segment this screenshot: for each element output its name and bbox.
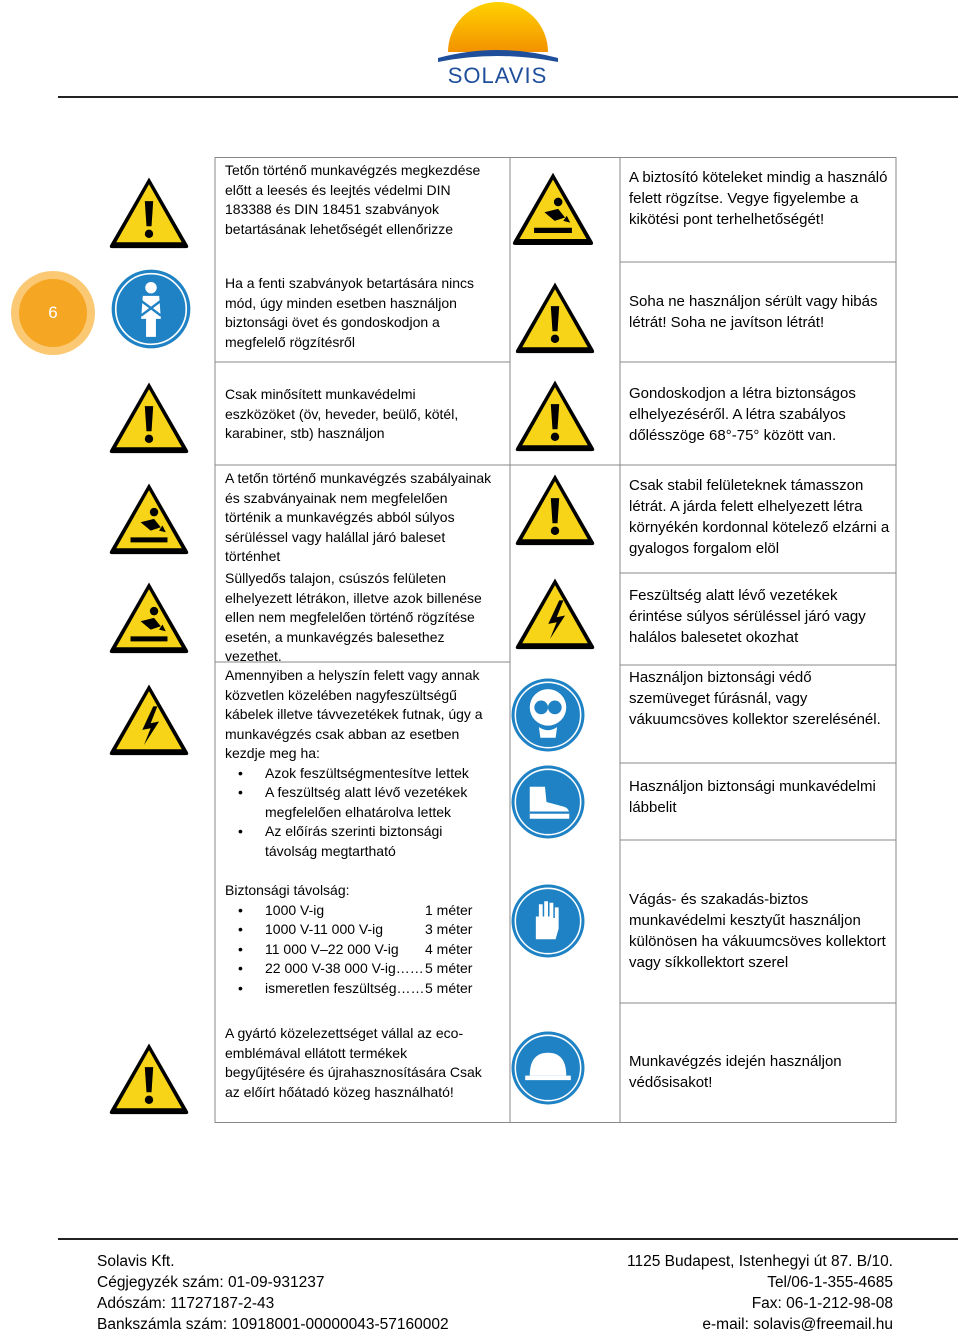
list-item: • Az előírás szerinti biztonsági távolság megtartható [225,822,495,861]
warning-icon [107,378,191,456]
warning-icon [513,376,597,454]
solavis-logo [430,0,565,92]
left-row-7-text: A gyártó közelezettséget vállal az eco-emblémával ellátott termékek begyűjtésére és újrahasznosítására Csak az előírt hőátadó közeg használható! [225,1025,482,1100]
left-row-3-text: Csak minősített munkavédelmi eszközöket (öv, heveder, beülő, kötél, karabiner, stb) használjon [225,386,459,441]
company-name: Solavis Kft. [97,1253,175,1270]
electric-hazard-icon [107,680,191,758]
safety-harness-icon [110,268,192,350]
safety-goggles-icon [510,677,586,753]
phone: Tel/06-1-355-4685 [767,1274,893,1291]
warning-icon [513,278,597,356]
list-item: • 22 000 V-38 000 V-ig…… 5 méter [225,959,495,979]
right-row-3-text: Gondoskodjon a létra biztonságos elhelyezéséről. A létra szabályos dőlésszöge 68°-75° között van. [629,385,856,444]
footer-contact-info [560,1251,893,1335]
high-voltage-intro: Amennyiben a helyszín felett vagy annak közvetlen közelében nagyfeszültségű kábelek illetve távvezetékek futnak, úgy a munkavégzés csak abban az esetben kezdje meg ha: [225,667,483,761]
left-row-2-text: Ha a fenti szabványok betartására nincs mód, úgy minden esetben használjon biztonsági övet és gondoskodjon a megfelelő rögzítésről [225,275,475,350]
electric-hazard-icon [513,574,597,652]
safety-glove-icon [510,883,586,959]
bank-account: Bankszámla szám: 10918001-00000043-57160002 [97,1316,449,1333]
safety-shoe-icon [510,764,586,840]
safety-helmet-icon [510,1030,586,1106]
left-row-4-text: A tetőn történő munkavégzés szabályainak és szabványainak nem megfelelően történik a munkavégzés abból súlyos sérüléssel vagy halállal járó baleset történhet [225,470,492,564]
registration-number: Cégjegyzék szám: 01-09-931237 [97,1274,325,1291]
left-row-5-text: Süllyedős talajon, csúszós felületen elhelyezett létrákon, illetve azok billenése ellen nem megfelelően történő rögzítése esetén, a munkavégzés balesethez vezethet. [225,570,482,664]
list-item: • 1000 V-ig 1 méter [225,901,495,921]
fall-hazard-icon [510,168,596,248]
list-item: • Azok feszültségmentesítve lettek [225,764,495,784]
right-row-7-text: Használjon biztonsági munkavédelmi lábbelit [629,778,876,816]
fax: Fax: 06-1-212-98-08 [751,1295,893,1312]
warning-icon [107,173,191,251]
email: e-mail: solavis@freemail.hu [702,1316,893,1333]
fall-hazard-icon [107,477,191,559]
address: 1125 Budapest, Istenhegyi út 87. B/10. [627,1253,893,1270]
right-row-9-text: Munkavégzés idején használjon védősisakot! [629,1053,842,1091]
warning-icon [107,1038,191,1118]
list-item: • A feszültség alatt lévő vezetékek megfelelően elhatárolva lettek [225,783,495,822]
right-row-5-text: Feszültség alatt lévő vezetékek érintése súlyos sérüléssel járó vagy halálos balesetet okozhat [629,587,866,646]
footer-company-info [97,1251,449,1335]
list-item: • ismeretlen feszültség…… 5 méter [225,979,495,999]
header-rule [58,96,958,98]
warning-icon [513,470,597,548]
page-number: 6 [48,303,58,322]
right-row-1-text: A biztosító köteleket mindig a használó felett rögzítse. Vegye figyelembe a kikötési pont terhelhetőségét! [629,169,888,228]
safety-distance-title: Biztonsági távolság: [225,882,350,898]
right-row-2-text: Soha ne használjon sérült vagy hibás létrát! Soha ne javítson létrát! [629,293,878,331]
list-item: • 11 000 V–22 000 V-ig 4 méter [225,940,495,960]
left-row-1-text: Tetőn történő munkavégzés megkezdése előtt a leesés és leejtés védelmi DIN 183388 és DIN 18451 szabványok betartásának lehetőségét ellenőrizze [225,162,481,237]
right-row-8-text: Vágás- és szakadás-biztos munkavédelmi kesztyűt használjon különösen ha vákuumcsöves kollektort vagy síkkollektort szerel [629,891,886,971]
right-row-6-text: Használjon biztonsági védő szemüveget fúrásnál, vagy vákuumcsöves kollektor szerelésénél. [629,669,881,728]
list-item: • 1000 V-11 000 V-ig 3 méter [225,920,495,940]
tax-number: Adószám: 11727187-2-43 [97,1295,275,1312]
right-row-4-text: Csak stabil felületeknek támasszon létrát. A járda felett elhelyezett létra környékén kordonnal kötelező elzárni a gyalogos forgalom elöl [629,477,890,557]
footer-rule [58,1238,958,1240]
fall-hazard-icon [107,576,191,658]
logo-text: SOLAVIS [447,63,548,88]
left-row-6 [225,666,495,998]
safety-distance-list [225,901,495,999]
high-voltage-conditions [225,764,495,862]
